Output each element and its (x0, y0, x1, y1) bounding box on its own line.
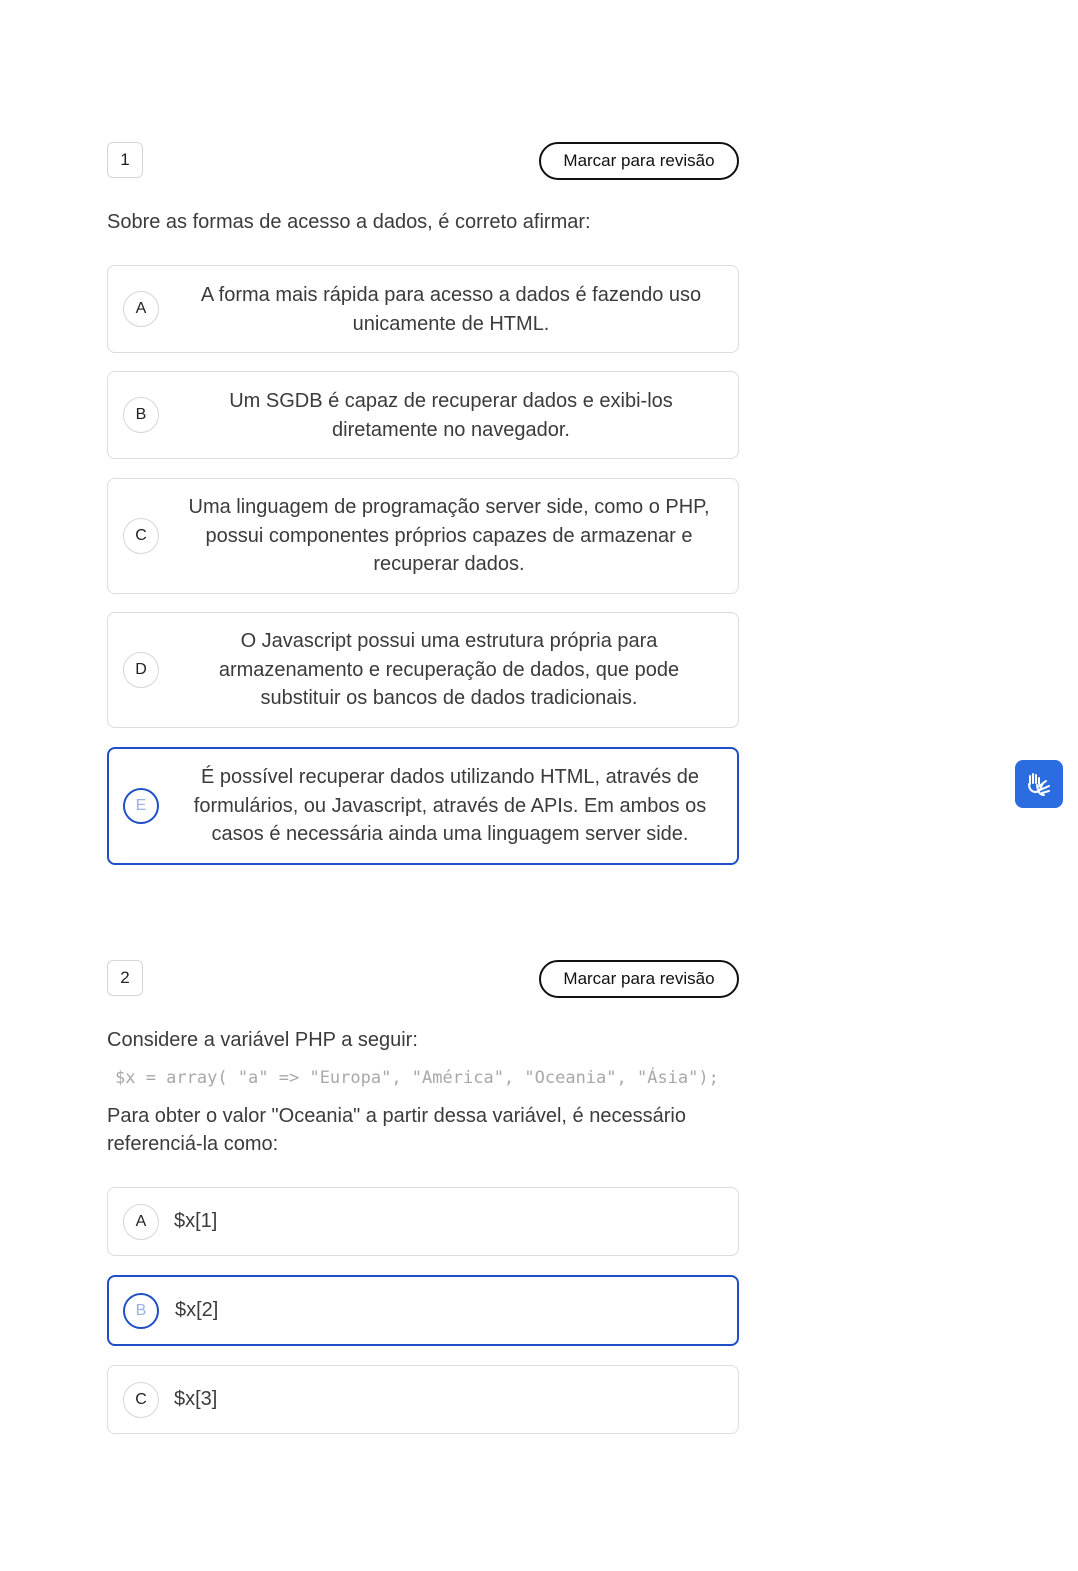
option-letter: B (123, 397, 159, 433)
option-letter: C (123, 518, 159, 554)
mark-for-review-button[interactable]: Marcar para revisão (539, 142, 739, 180)
option-text: Um SGDB é capaz de recuperar dados e exibi-los diretamente no navegador. (229, 390, 673, 441)
option-text: Uma linguagem de programação server side, como o PHP, possui componentes próprios capazes de armazenar e recuperar dados. (188, 496, 710, 575)
sign-language-accessibility-button[interactable] (1015, 760, 1063, 808)
option-letter: A (123, 1204, 159, 1240)
option-b[interactable] (107, 1275, 739, 1346)
option-letter: E (123, 788, 159, 824)
question-2 (107, 960, 739, 1410)
question-statement: Considere a variável PHP a seguir: (107, 1029, 418, 1051)
option-a[interactable] (107, 1187, 739, 1256)
option-text: A forma mais rápida para acesso a dados é fazendo uso unicamente de HTML. (200, 284, 702, 335)
question-1 (107, 142, 739, 845)
code-snippet: $x = array( "a" => "Europa", "América", "Oceania", "Ásia"); (115, 1068, 719, 1088)
option-letter: D (123, 652, 159, 688)
mark-for-review-button[interactable]: Marcar para revisão (539, 960, 739, 998)
option-text: $x[2] (175, 1299, 219, 1321)
option-letter: A (123, 291, 159, 327)
question-statement-continued: Para obter o valor "Oceania" a partir dessa variável, é necessário referenciá-la como: (107, 1105, 686, 1155)
question-number: 2 (107, 960, 143, 996)
question-header (107, 142, 739, 180)
question-number: 1 (107, 142, 143, 178)
sign-language-hands-icon (1024, 769, 1054, 799)
question-statement: Sobre as formas de acesso a dados, é correto afirmar: (107, 211, 591, 233)
option-text: O Javascript possui uma estrutura própria para armazenamento e recuperação de dados, que pode substituir os bancos de dados tradicionais. (218, 630, 680, 709)
option-c[interactable] (107, 478, 739, 594)
option-letter: C (123, 1382, 159, 1418)
option-text: $x[3] (174, 1388, 218, 1410)
option-text: $x[1] (174, 1210, 218, 1232)
option-a[interactable] (107, 265, 739, 353)
option-d[interactable] (107, 612, 739, 728)
question-header (107, 960, 739, 998)
option-e[interactable] (107, 747, 739, 865)
option-text: É possível recuperar dados utilizando HTML, através de formulários, ou Javascript, através de APIs. Em ambos os casos é necessária ainda uma linguagem server side. (193, 766, 707, 845)
option-letter: B (123, 1293, 159, 1329)
option-c[interactable] (107, 1365, 739, 1434)
option-b[interactable] (107, 371, 739, 459)
